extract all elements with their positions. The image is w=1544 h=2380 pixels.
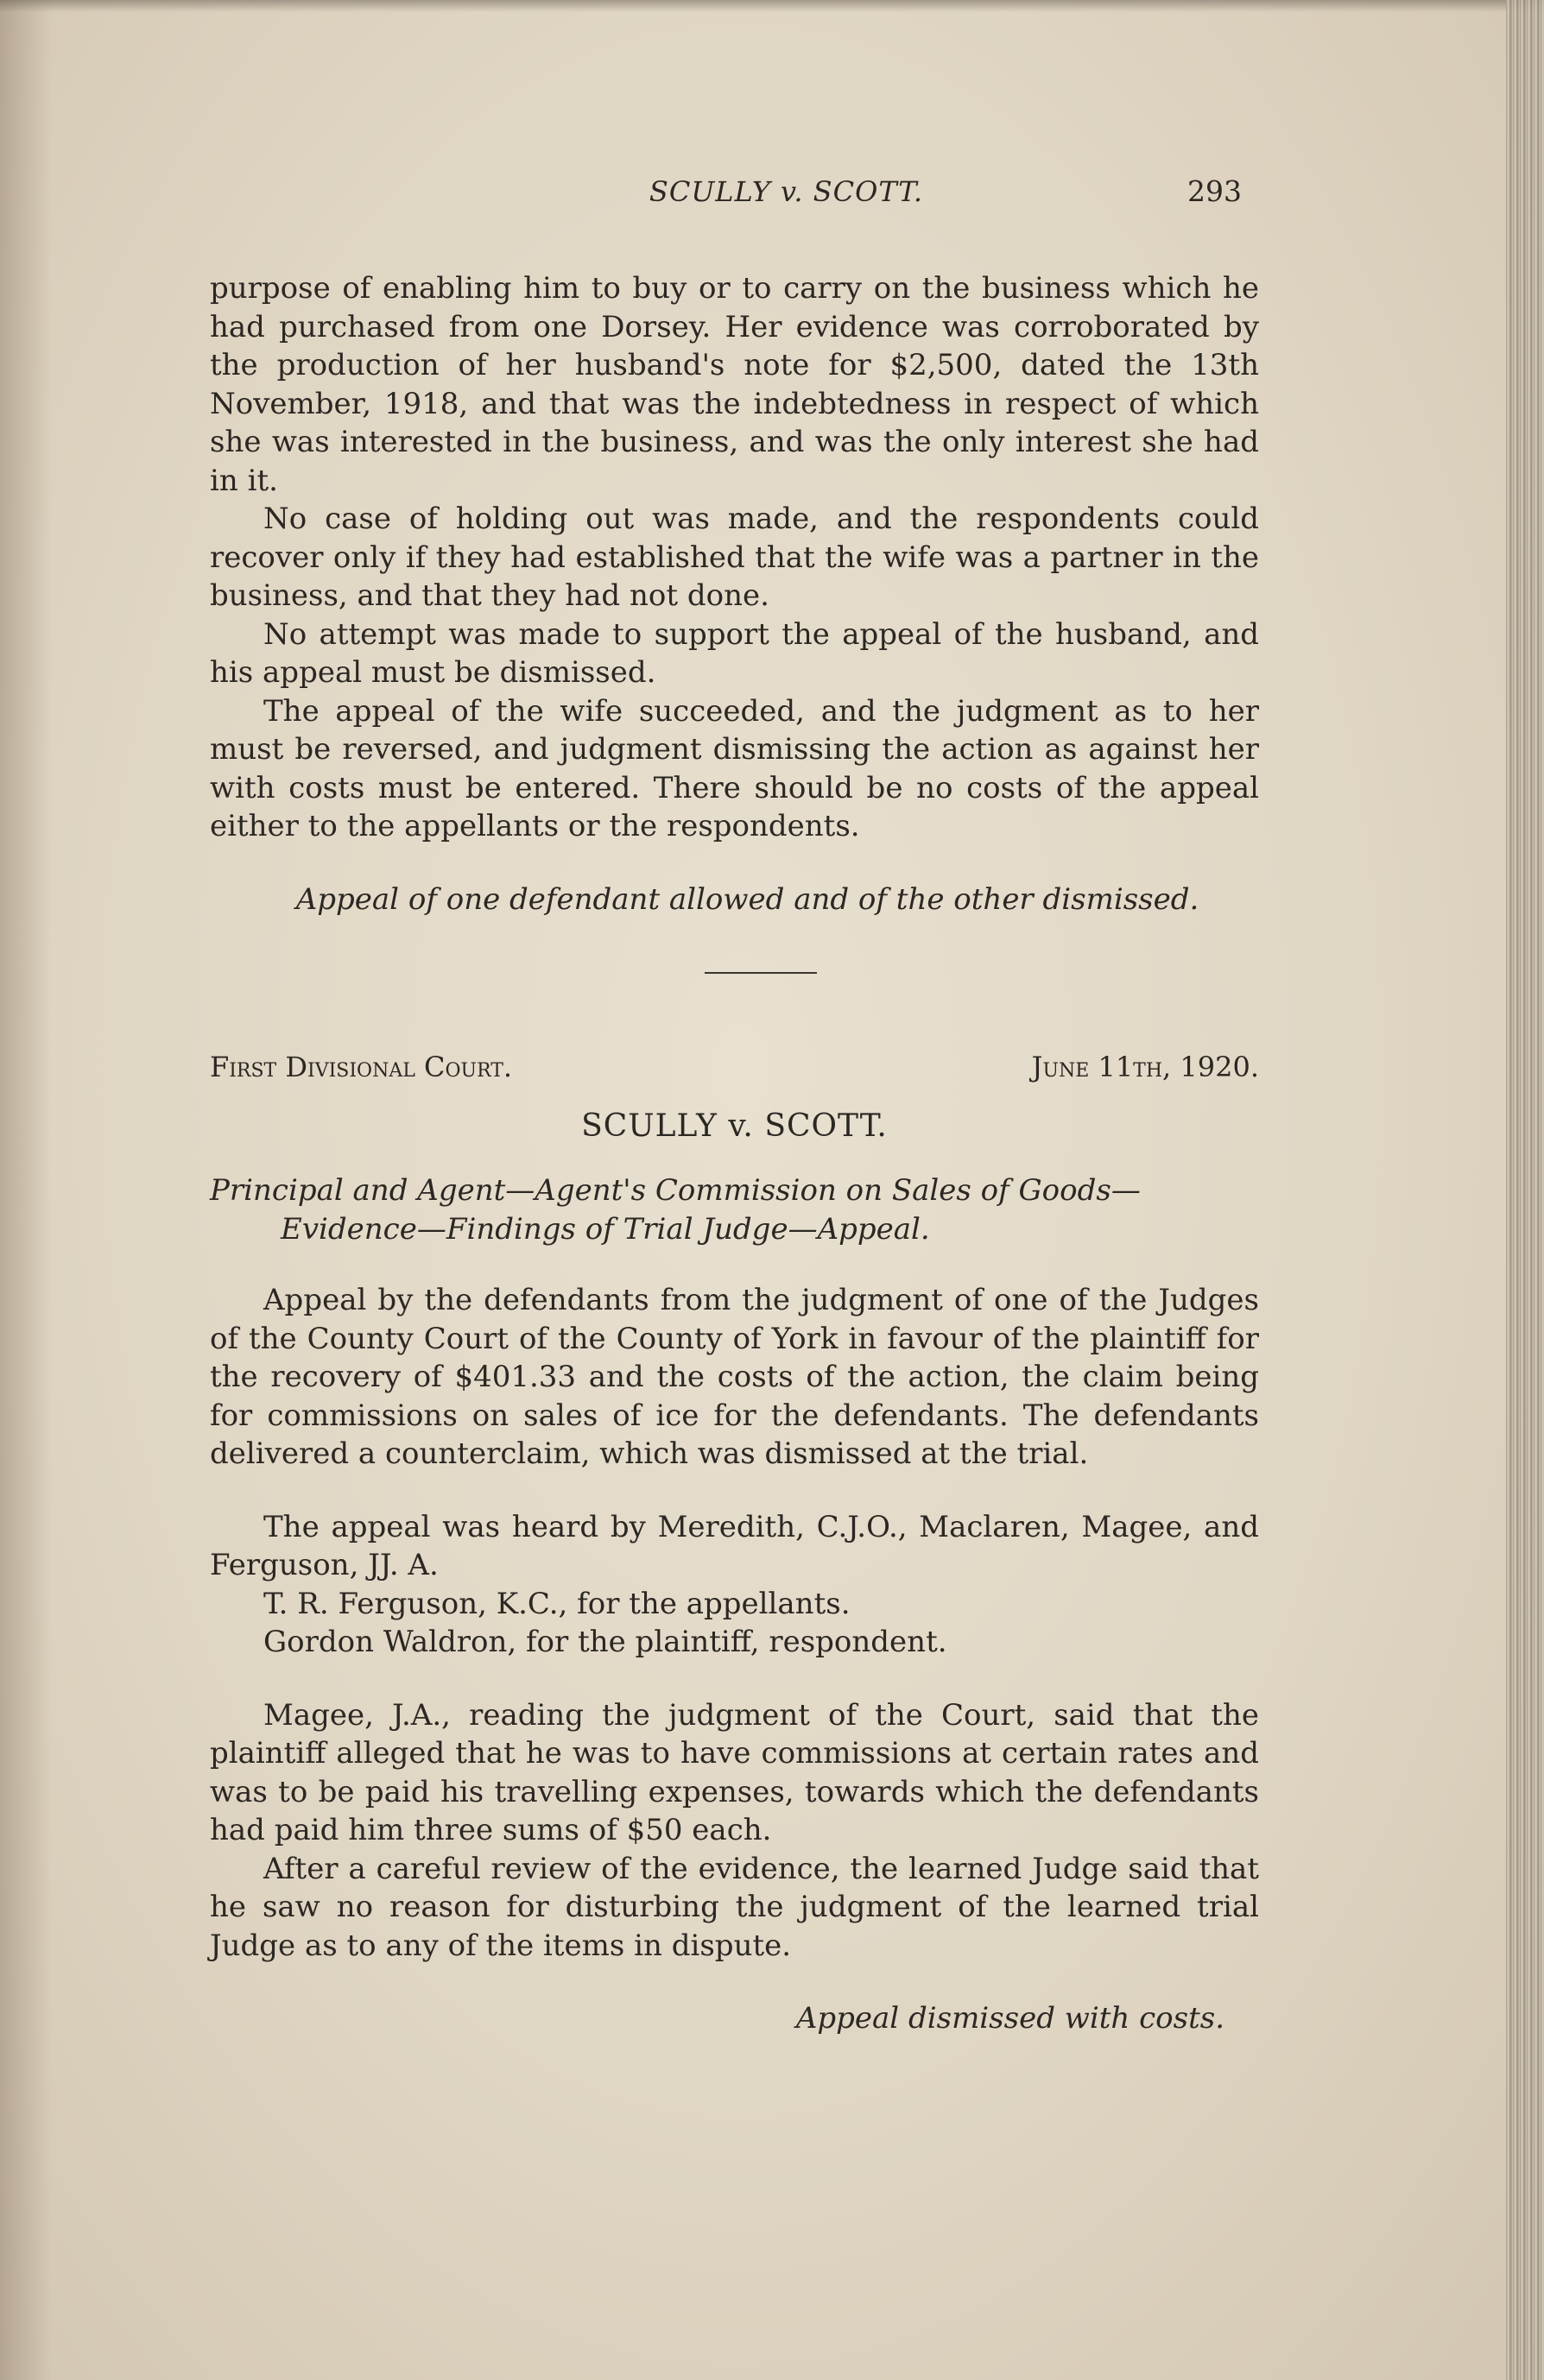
decision-date: June 11th, 1920. (1031, 1051, 1259, 1083)
paragraph: No case of holding out was made, and the respondents could recover only if they had established that the wife was a partner in the business, and that they had not done. (210, 502, 1259, 613)
paragraph: No attempt was made to support the appeal of the husband, and his appeal must be dismissed. (210, 616, 1259, 690)
counsel-respondent: Gordon Waldron, for the plaintiff, respondent. (263, 1625, 947, 1659)
heard-by: The appeal was heard by Meredith, C.J.O., Maclaren, Magee, and Ferguson, JJ. A. (210, 1509, 1259, 1582)
page-number: 293 (1187, 174, 1242, 208)
running-head (210, 173, 1259, 224)
judgment-paragraph: Magee, J.A., reading the judgment of the Court, said that the plaintiff alleged that he was to have commissions at certain rates and was to be paid his travelling expenses, towards which the defendants had paid him three sums of $50 each. (210, 1697, 1259, 1847)
top-edge-shadow (0, 0, 1544, 12)
page-edges (1506, 0, 1544, 2380)
spine-shadow (0, 0, 52, 2380)
case-title: SCULLY v. SCOTT. (581, 1108, 888, 1144)
judgment-paragraph: After a careful review of the evidence, the learned Judge said that he saw no reason for disturbing the judgment of the learned trial Judge as to any of the items in dispute. (210, 1851, 1259, 1963)
disposition: Appeal dismissed with costs. (795, 2001, 1224, 2036)
section-divider (705, 972, 817, 974)
headnote: Principal and Agent—Agent's Commission on Sales of Goods—Evidence—Findings of Trial Judge—Appeal. (210, 1173, 1141, 1247)
paragraph: purpose of enabling him to buy or to carry on the business which he had purchased from one Dorsey. Her evidence was corroborated by the production of her husband's note for $2,500, dated the 13th November, 1918, and that was the indebtedness in respect of which she was interested in the business, and was the only interest she had in it. (210, 271, 1259, 498)
court-line (210, 1048, 1259, 1087)
running-title: SCULLY v. SCOTT. (649, 175, 924, 208)
statement-of-appeal: Appeal by the defendants from the judgment of one of the Judges of the County Court of the County of York in favour of the plaintiff for the recovery of $401.33 and the costs of the action, the claim being for commissions on sales of ice for the defendants. The defendants delivered a counterclaim, which was dismissed at the trial. (210, 1283, 1259, 1471)
paragraph: The appeal of the wife succeeded, and the judgment as to her must be reversed, and judgment dismissing the action as against her with costs must be entered. There should be no costs of the appeal either to the appellants or the respondents. (210, 693, 1259, 843)
court-name: First Divisional Court. (210, 1051, 513, 1083)
text-block (210, 173, 1259, 2038)
previous-disposition: Appeal of one defendant allowed and of the other dismissed. (295, 881, 1199, 917)
counsel-appellants: T. R. Ferguson, K.C., for the appellants. (263, 1586, 851, 1621)
